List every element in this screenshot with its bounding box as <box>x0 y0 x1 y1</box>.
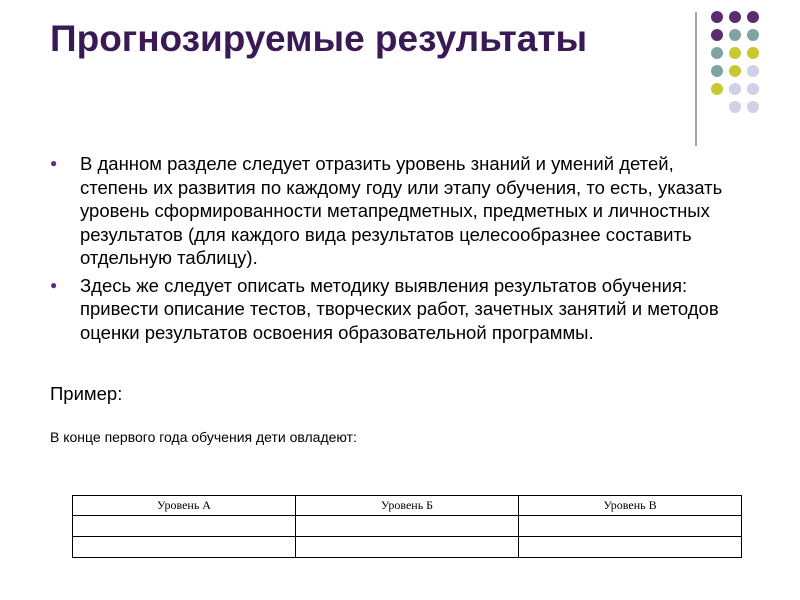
decorative-dot <box>711 11 723 23</box>
decorative-dot <box>729 101 741 113</box>
decorative-dot <box>711 65 723 77</box>
table-header-cell: Уровень В <box>519 496 742 516</box>
table-cell <box>519 516 742 537</box>
bullet-item-2 <box>50 274 740 345</box>
decorative-dot <box>747 11 759 23</box>
decorative-dot <box>747 29 759 41</box>
table-cell <box>296 537 519 558</box>
decorative-dot <box>711 29 723 41</box>
table-header-row <box>73 496 742 516</box>
decorative-dot <box>747 83 759 95</box>
decorative-dot <box>729 65 741 77</box>
decorative-dot <box>711 83 723 95</box>
decorative-dot <box>729 11 741 23</box>
decorative-dot <box>747 65 759 77</box>
decorative-dot <box>729 29 741 41</box>
table-cell <box>519 537 742 558</box>
bullet-list <box>50 152 740 348</box>
decorative-dot <box>747 101 759 113</box>
title-divider <box>695 12 697 146</box>
bullet-icon: ● <box>50 156 58 170</box>
decorative-dot <box>747 47 759 59</box>
table-cell <box>73 516 296 537</box>
table-cell <box>73 537 296 558</box>
bullet-item-1 <box>50 152 740 270</box>
decorative-dot <box>729 47 741 59</box>
table-header-cell: Уровень Б <box>296 496 519 516</box>
example-label: Пример: <box>50 383 123 404</box>
levels-table <box>72 495 742 558</box>
decorative-dot <box>711 47 723 59</box>
table-row <box>73 537 742 558</box>
bullet-text: В данном разделе следует отразить уровень знаний и умений детей, степень их развития по каждому году или этапу обучения, то есть, указать уровень сформированности метапредметных, предметных и личностных результатов (для каждого вида результатов целесообразнее составить отдельную таблицу). <box>80 153 723 268</box>
table-row <box>73 516 742 537</box>
bullet-icon: ● <box>50 277 58 292</box>
example-text: В конце первого года обучения дети овладеют: <box>50 429 357 445</box>
slide-title: Прогнозируемые результаты <box>50 18 588 59</box>
table-cell <box>296 516 519 537</box>
table-header-cell: Уровень А <box>73 496 296 516</box>
decorative-dot <box>729 83 741 95</box>
bullet-text: Здесь же следует описать методику выявления результатов обучения: привести описание тестов, творческих работ, зачетных занятий и методов оценки результатов освоения образовательной программы. <box>80 274 719 343</box>
